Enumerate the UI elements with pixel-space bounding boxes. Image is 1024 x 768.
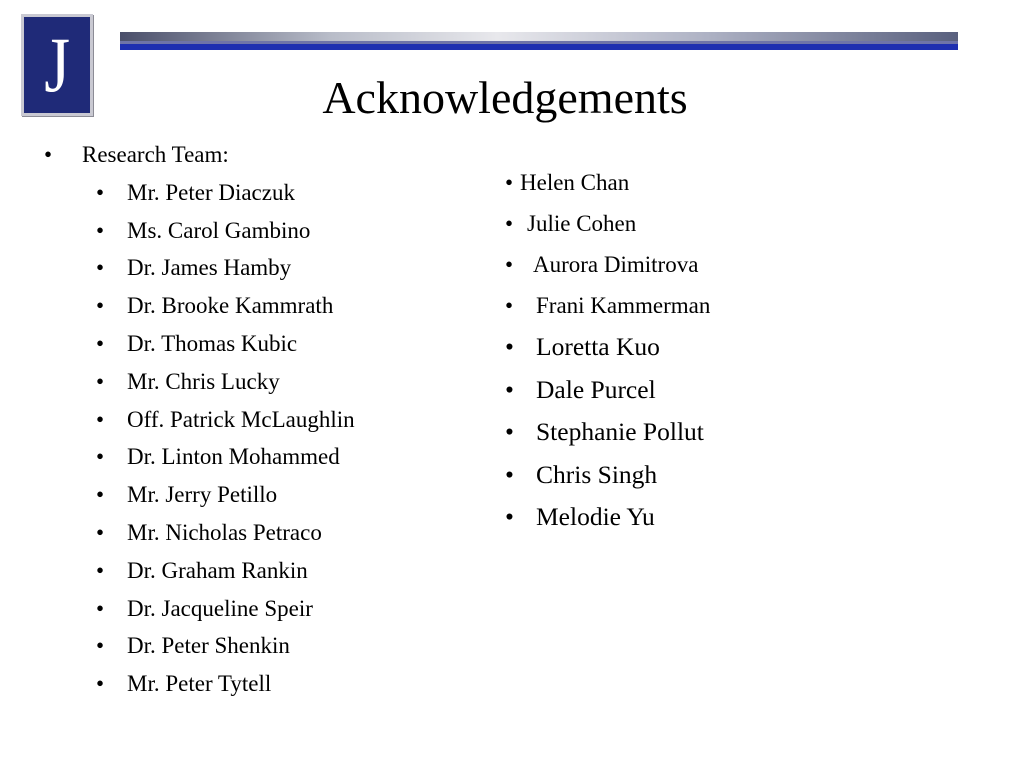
list-item bbox=[44, 325, 355, 363]
list-item bbox=[44, 212, 355, 250]
list-item bbox=[505, 162, 710, 203]
list-item bbox=[44, 590, 355, 628]
bullet: • bbox=[96, 595, 105, 621]
bullet: • bbox=[505, 502, 514, 532]
bullet: • bbox=[96, 482, 105, 508]
list-item bbox=[44, 476, 355, 514]
member-name: Mr. Chris Lucky bbox=[127, 368, 280, 394]
bullet: • bbox=[96, 179, 105, 205]
research-team-list bbox=[44, 136, 355, 703]
member-name: Mr. Jerry Petillo bbox=[127, 482, 278, 508]
member-name: Off. Patrick McLaughlin bbox=[127, 406, 355, 432]
bullet: • bbox=[505, 252, 514, 277]
bullet: • bbox=[44, 142, 53, 167]
member-name: Dr. Graham Rankin bbox=[127, 557, 308, 583]
list-item bbox=[44, 552, 355, 590]
bullet: • bbox=[505, 374, 514, 404]
header-rule bbox=[120, 32, 958, 51]
list-item bbox=[44, 287, 355, 325]
header-rule-blue bbox=[120, 44, 958, 50]
student-name: Aurora Dimitrova bbox=[533, 252, 699, 277]
list-item bbox=[505, 203, 710, 244]
student-name: Frani Kammerman bbox=[536, 293, 711, 318]
list-item bbox=[505, 369, 710, 412]
bullet: • bbox=[96, 255, 105, 281]
bullet: • bbox=[505, 417, 514, 447]
member-name: Mr. Peter Tytell bbox=[127, 671, 272, 697]
list-item bbox=[505, 411, 710, 454]
research-team-heading: Research Team: bbox=[82, 142, 229, 167]
member-name: Ms. Carol Gambino bbox=[127, 217, 311, 243]
bullet: • bbox=[96, 671, 105, 697]
member-name: Dr. Linton Mohammed bbox=[127, 444, 340, 470]
list-item bbox=[505, 454, 710, 497]
slide-title: Acknowledgements bbox=[322, 72, 688, 123]
bullet: • bbox=[96, 406, 105, 432]
bullet: • bbox=[505, 170, 514, 195]
bullet: • bbox=[96, 368, 105, 394]
bullet: • bbox=[505, 293, 514, 318]
member-name: Dr. Brooke Kammrath bbox=[127, 293, 334, 319]
list-item bbox=[44, 438, 355, 476]
logo-letter: J bbox=[44, 21, 70, 108]
bullet: • bbox=[96, 633, 105, 659]
student-name: Julie Cohen bbox=[527, 211, 637, 236]
bullet: • bbox=[505, 459, 514, 489]
student-name: Chris Singh bbox=[536, 459, 658, 489]
member-name: Mr. Nicholas Petraco bbox=[127, 519, 322, 545]
list-item bbox=[44, 249, 355, 287]
list-item bbox=[505, 285, 710, 326]
bullet: • bbox=[96, 519, 105, 545]
member-name: Dr. Thomas Kubic bbox=[127, 330, 298, 356]
list-item bbox=[44, 627, 355, 665]
list-item bbox=[44, 514, 355, 552]
list-item bbox=[505, 326, 710, 369]
student-name: Helen Chan bbox=[520, 170, 630, 195]
bullet: • bbox=[96, 217, 105, 243]
research-team-heading-item bbox=[44, 136, 355, 174]
list-item bbox=[44, 174, 355, 212]
bullet: • bbox=[505, 332, 514, 361]
student-name: Stephanie Pollut bbox=[536, 417, 704, 447]
student-name: Melodie Yu bbox=[536, 502, 655, 532]
bullet: • bbox=[96, 293, 105, 319]
students-list bbox=[505, 162, 710, 539]
list-item bbox=[44, 401, 355, 439]
list-item bbox=[505, 496, 710, 539]
member-name: Dr. James Hamby bbox=[127, 255, 292, 281]
bullet: • bbox=[96, 444, 105, 470]
student-name: Loretta Kuo bbox=[536, 332, 660, 361]
member-name: Dr. Jacqueline Speir bbox=[127, 595, 313, 621]
list-item bbox=[44, 665, 355, 703]
member-name: Mr. Peter Diaczuk bbox=[127, 179, 295, 205]
student-name: Dale Purcel bbox=[536, 374, 656, 404]
bullet: • bbox=[96, 557, 105, 583]
bullet: • bbox=[505, 211, 514, 236]
list-item bbox=[505, 244, 710, 285]
list-item bbox=[44, 363, 355, 401]
header-rule-gradient bbox=[120, 32, 958, 41]
member-name: Dr. Peter Shenkin bbox=[127, 633, 290, 659]
bullet: • bbox=[96, 330, 105, 356]
